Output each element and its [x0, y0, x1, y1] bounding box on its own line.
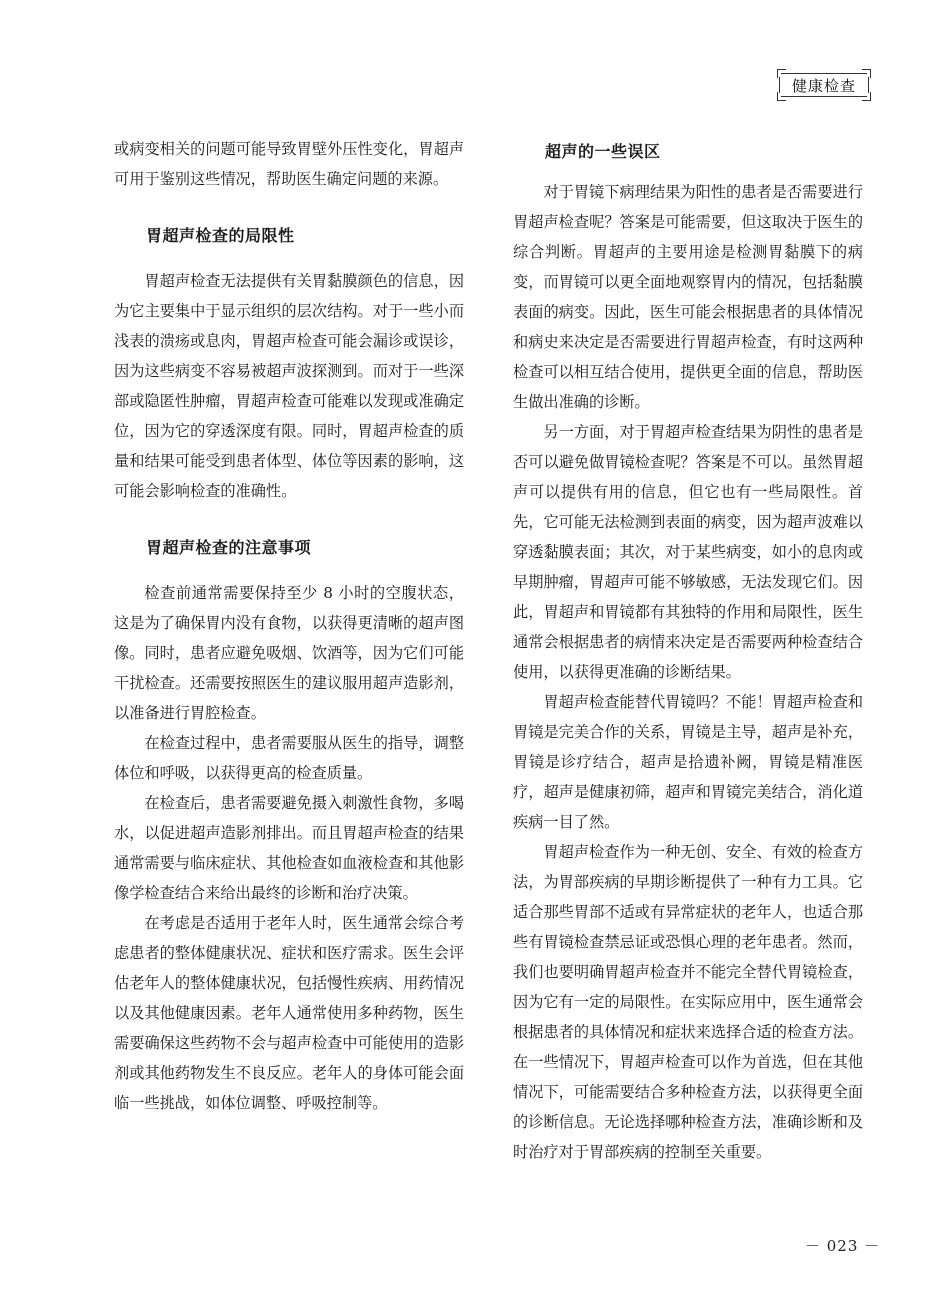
paragraph-myths-positive: 对于胃镜下病理结果为阳性的患者是否需要进行胃超声检查呢？答案是可能需要，但这取决于医生的综合判断。胃超声的主要用途是检测胃黏膜下的病变，而胃镜可以更全面地观察胃内的情况，包括黏膜表面的病变。因此，医生可能会根据患者的具体情况和病史来决定是否需要进行胃超声检查，有时这两种检查可以相互结合使用，提供更全面的信息，帮助医生做出准确的诊断。	[513, 183, 863, 411]
section-tag-corner	[862, 69, 871, 78]
intro-continuation: 或病变相关的问题可能导致胃壁外压性变化，胃超声可用于鉴别这些情况，帮助医生确定问题的来源。	[114, 140, 464, 188]
left-column	[114, 134, 464, 1118]
heading-myths: 超声的一些误区	[545, 142, 661, 161]
paragraph-myths-summary: 胃超声检查作为一种无创、安全、有效的检查方法，为胃部疾病的早期诊断提供了一种有力工具。它适合那些胃部不适或有异常症状的老年人，也适合那些有胃镜检查禁忌证或恐惧心理的老年患者。然而，我们也要明确胃超声检查并不能完全替代胃镜检查，因为它有一定的局限性。在实际应用中，医生通常会根据患者的具体情况和症状来选择合适的检查方法。在一些情况下，胃超声检查可以作为首选，但在其他情况下，可能需要结合多种检查方法，以获得更全面的诊断信息。无论选择哪种检查方法，准确诊断和及时治疗对于胃部疾病的控制至关重要。	[513, 843, 863, 1161]
paragraph-limitations: 胃超声检查无法提供有关胃黏膜颜色的信息，因为它主要集中于显示组织的层次结构。对于一些小而浅表的溃疡或息肉，胃超声检查可能会漏诊或误诊，因为这些病变不容易被超声波探测到。而对于一些深部或隐匿性肿瘤，胃超声检查可能难以发现或准确定位，因为它的穿透深度有限。同时，胃超声检查的质量和结果可能受到患者体型、体位等因素的影响，这可能会影响检查的准确性。	[114, 272, 464, 500]
section-tag-corner	[777, 92, 786, 101]
paragraph-notes-after: 在检查后，患者需要避免摄入刺激性食物，多喝水，以促进超声造影剂排出。而且胃超声检查的结果通常需要与临床症状、其他检查如血液检查和其他影像学检查结合来给出最终的诊断和治疗决策。	[114, 794, 464, 902]
section-tag-bar	[779, 77, 780, 93]
paragraph-myths-replace: 胃超声检查能替代胃镜吗？不能！胃超声检查和胃镜是完美合作的关系，胃镜是主导，超声是补充，胃镜是诊疗结合，超声是拾遗补阙，胃镜是精准医疗，超声是健康初筛，超声和胃镜完美结合，消化道疾病一目了然。	[513, 693, 863, 831]
section-tag-bar	[868, 77, 869, 93]
section-tag-corner	[862, 92, 871, 101]
page-number: － 023 －	[805, 1237, 881, 1255]
right-column	[513, 134, 863, 1167]
heading-limitations: 胃超声检查的局限性	[146, 226, 295, 245]
paragraph-notes-during: 在检查过程中，患者需要服从医生的指导，调整体位和呼吸，以获得更高的检查质量。	[114, 734, 464, 782]
heading-notes: 胃超声检查的注意事项	[146, 538, 312, 557]
paragraph-notes-before: 检查前通常需要保持至少 8 小时的空腹状态，这是为了确保胃内没有食物，以获得更清晰的超声图像。同时，患者应避免吸烟、饮酒等，因为它们可能干扰检查。还需要按照医生的建议服用超声造影剂，以准备进行胃腔检查。	[114, 584, 464, 722]
paragraph-notes-elderly: 在考虑是否适用于老年人时，医生通常会综合考虑患者的整体健康状况、症状和医疗需求。医生会评估老年人的整体健康状况，包括慢性疾病、用药情况以及其他健康因素。老年人通常使用多种药物，医生需要确保这些药物不会与超声检查中可能使用的造影剂或其他药物发生不良反应。老年人的身体可能会面临一些挑战，如体位调整、呼吸控制等。	[114, 914, 464, 1112]
section-tag-label: 健康检查	[791, 76, 856, 95]
paragraph-myths-negative: 另一方面，对于胃超声检查结果为阴性的患者是否可以避免做胃镜检查呢？答案是不可以。虽然胃超声可以提供有用的信息，但它也有一些局限性。首先，它可能无法检测到表面的病变，因为超声波难以穿透黏膜表面；其次，对于某些病变，如小的息肉或早期肿瘤，胃超声可能不够敏感，无法发现它们。因此，胃超声和胃镜都有其独特的作用和局限性，医生通常会根据患者的病情来决定是否需要两种检查结合使用，以获得更准确的诊断结果。	[513, 423, 863, 681]
section-tag	[777, 69, 871, 101]
